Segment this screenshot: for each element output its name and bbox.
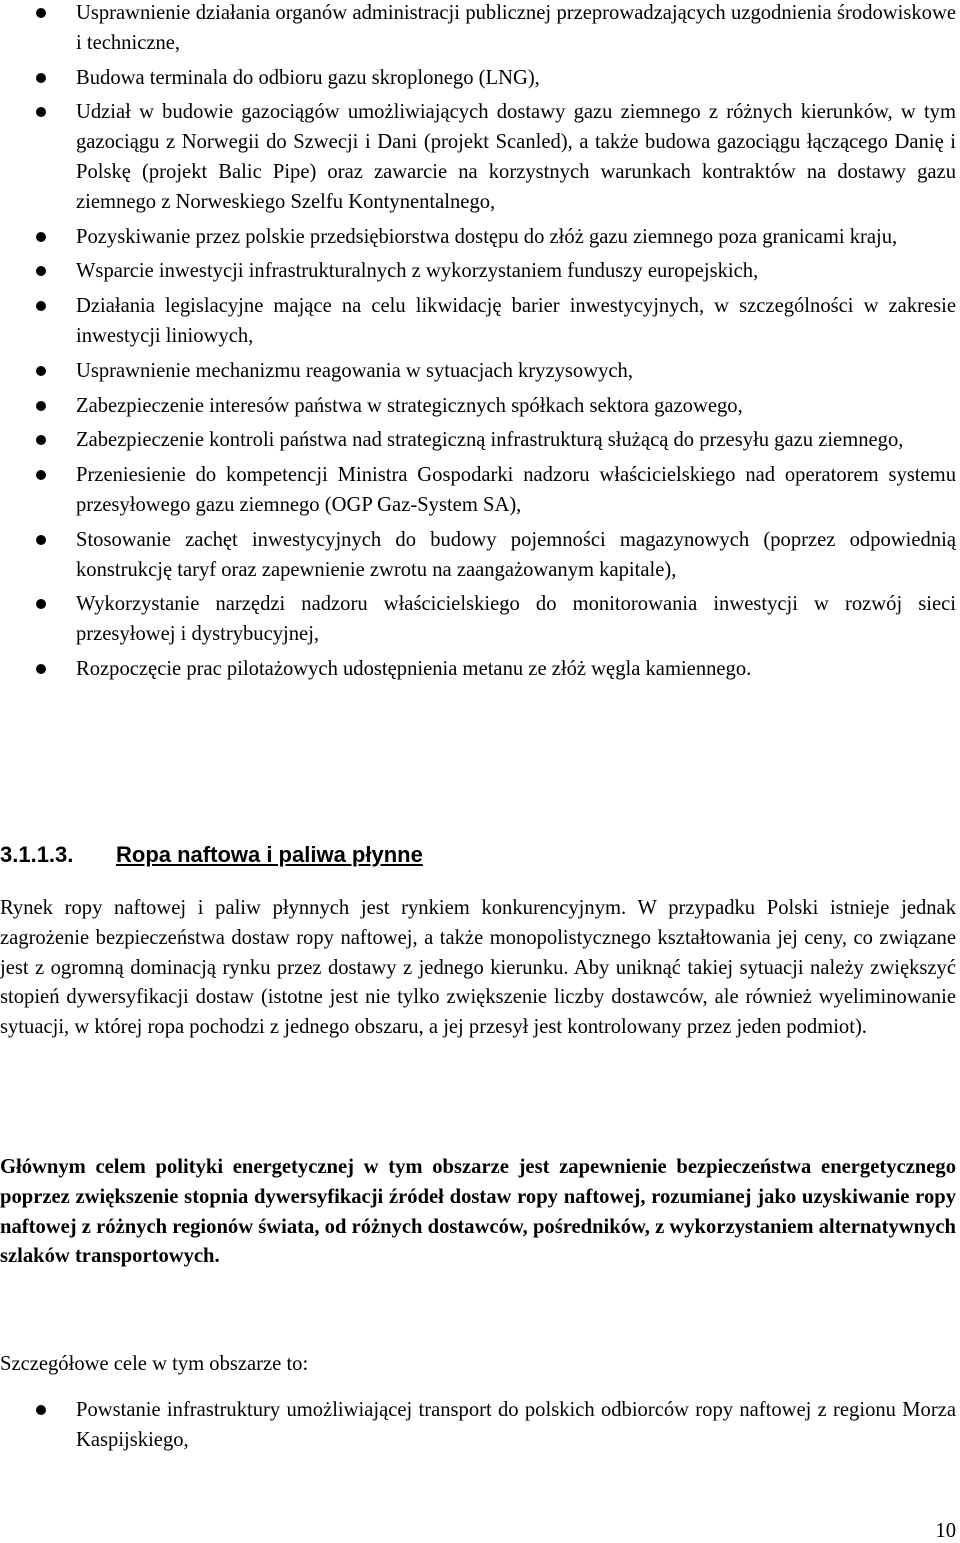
list-item-text: Zabezpieczenie kontroli państwa nad strategiczną infrastrukturą służącą do przesyłu gazu ziemnego,	[76, 429, 904, 452]
goal-paragraph: Głównym celem polityki energetycznej w tym obszarze jest zapewnienie bezpieczeństwa energetycznego poprzez zwiększenie stopnia dywersyfikacji źródeł dostaw ropy naftowej, rozumianej jako uzyskiwanie ropy naftowej z różnych regionów świata, od różnych dostawców, pośredników, z wykorzystaniem alternatywnych szlaków transportowych.	[0, 1156, 956, 1268]
list-item-text: Budowa terminala do odbioru gazu skroplonego (LNG),	[76, 66, 540, 89]
section-title: Ropa naftowa i paliwa płynne	[116, 842, 423, 867]
list-item	[0, 590, 960, 650]
list-item-text: Zabezpieczenie interesów państwa w strategicznych spółkach sektora gazowego,	[76, 394, 743, 417]
list-item-text: Wykorzystanie narzędzi nadzoru właścicielskiego do monitorowania inwestycji w rozwój sieci przesyłowej i dystrybucyjnej,	[76, 593, 956, 646]
section-number: 3.1.1.3.	[0, 842, 74, 867]
list-item	[0, 223, 960, 253]
list-item-text: Usprawnienie mechanizmu reagowania w sytuacjach kryzysowych,	[76, 359, 633, 382]
list-item	[0, 392, 960, 422]
list-item-text: Udział w budowie gazociągów umożliwiających dostawy gazu ziemnego z różnych kierunków, w tym gazociągu z Norwegii do Szwecji i Dani (projekt Scanled), a także budowa gazociągu łączącego Danię i Polskę (projekt Balic Pipe) oraz zawarcie na korzystnych warunkach kontraktów na dostawy gazu ziemnego z Norweskiego Szelfu Kontynentalnego,	[76, 101, 956, 213]
bullet-icon	[36, 107, 46, 117]
list-item-text: Stosowanie zachęt inwestycyjnych do budowy pojemności magazynowych (poprzez odpowiednią konstrukcję taryf oraz zapewnienie zwrotu na zaangażowanym kapitale),	[76, 528, 956, 581]
bullet-icon	[36, 8, 46, 18]
bullet-icon	[36, 470, 46, 480]
list-item	[0, 426, 960, 456]
list-item	[0, 98, 960, 217]
list-item	[0, 655, 960, 685]
list-item	[0, 292, 960, 352]
bullet-icon	[36, 401, 46, 411]
list-item-text: Usprawnienie działania organów administracji publicznej przeprowadzających uzgodnienia środowiskowe i techniczne,	[76, 2, 956, 54]
bullet-list-gas-measures	[0, 0, 960, 690]
list-item	[0, 357, 960, 387]
bullet-icon	[36, 664, 46, 674]
bullet-icon	[36, 599, 46, 609]
bullet-icon	[36, 366, 46, 376]
list-item	[0, 526, 960, 586]
list-item-text: Pozyskiwanie przez polskie przedsiębiorstwa dostępu do złóż gazu ziemnego poza granicami kraju,	[76, 225, 898, 248]
bullet-icon	[36, 435, 46, 445]
list-item	[0, 461, 960, 521]
list-item-text: Wsparcie inwestycji infrastrukturalnych z wykorzystaniem funduszy europejskich,	[76, 260, 759, 283]
bullet-list-oil-goals	[0, 1396, 960, 1461]
list-item-text: Przeniesienie do kompetencji Ministra Gospodarki nadzoru właścicielskiego nad operatorem systemu przesyłowego gazu ziemnego (OGP Gaz-System SA),	[76, 464, 956, 516]
bullet-icon	[36, 1405, 46, 1415]
page-number: 10	[935, 1520, 956, 1542]
intro-paragraph: Rynek ropy naftowej i paliw płynnych jest rynkiem konkurencyjnym. W przypadku Polski istnieje jednak zagrożenie bezpieczeństwa dostaw ropy naftowej, a także monopolistycznego kształtowania jej ceny, co związane jest z ogromną dominacją rynku przez dostawy z jednego kierunku. Aby uniknąć takiej sytuacji należy zwiększyć stopień dywersyfikacji dostaw (istotne jest nie tylko zwiększenie liczby dostawców, ale również wyeliminowanie sytuacji, w której ropa pochodzi z jednego obszaru, a jej przesył jest kontrolowany przez jeden podmiot).	[0, 897, 956, 1039]
list-item-text: Działania legislacyjne mające na celu likwidację barier inwestycyjnych, w szczególności w zakresie inwestycji liniowych,	[76, 295, 956, 347]
section-heading	[0, 840, 960, 870]
list-item	[0, 1396, 960, 1456]
bullet-icon	[36, 301, 46, 311]
list-item-text: Rozpoczęcie prac pilotażowych udostępnienia metanu ze złóż węgla kamiennego.	[76, 657, 752, 680]
list-item	[0, 257, 960, 287]
bullet-icon	[36, 232, 46, 242]
detailed-goals-intro: Szczegółowe cele w tym obszarze to:	[0, 1353, 309, 1375]
list-item	[0, 64, 960, 94]
list-item-text: Powstanie infrastruktury umożliwiającej transport do polskich odbiorców ropy naftowej z regionu Morza Kaspijskiego,	[76, 1399, 956, 1451]
list-item	[0, 0, 960, 59]
bullet-icon	[36, 535, 46, 545]
bullet-icon	[36, 73, 46, 83]
bullet-icon	[36, 266, 46, 276]
